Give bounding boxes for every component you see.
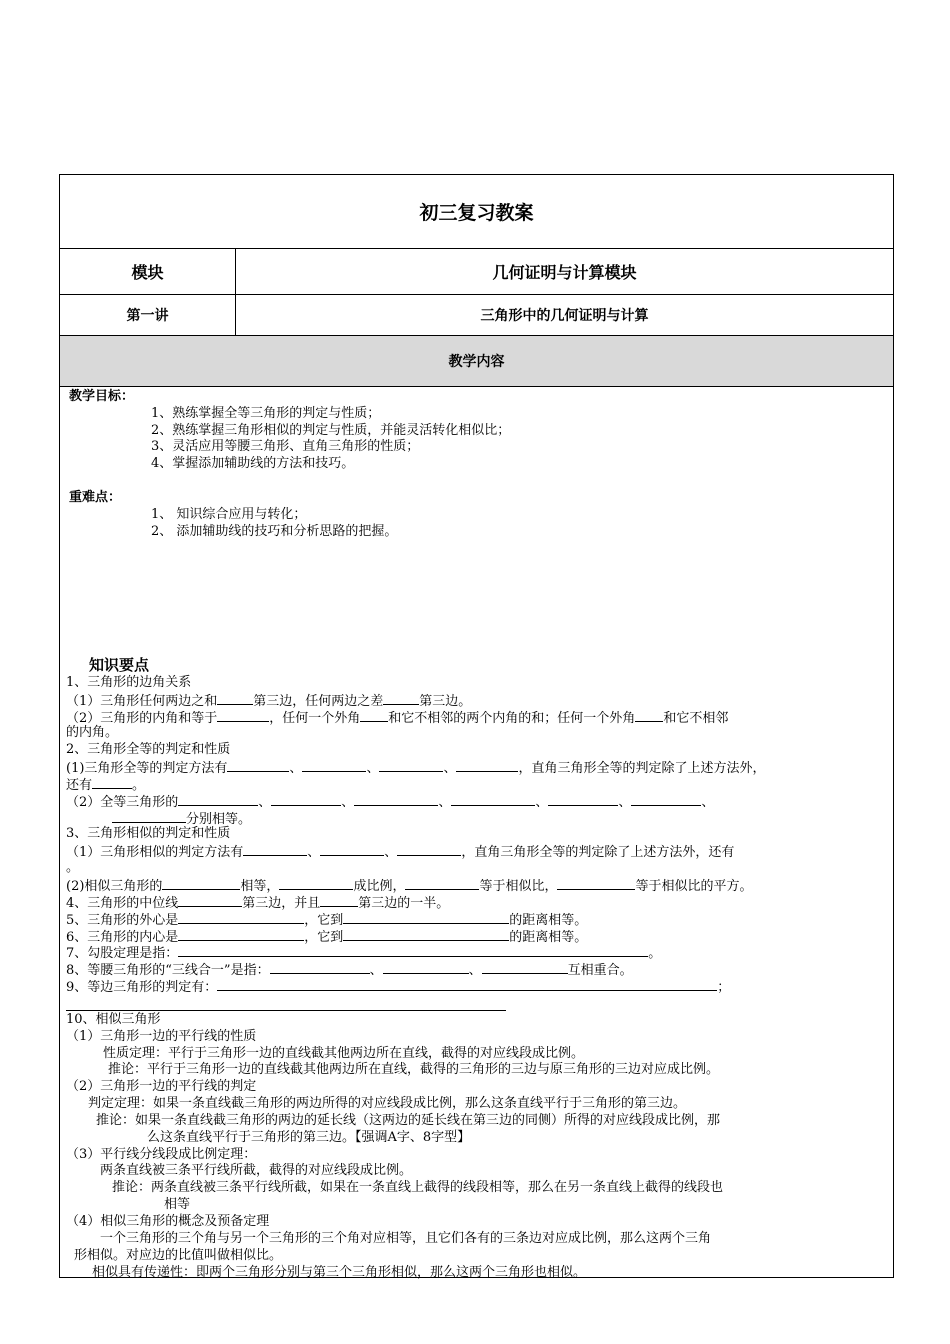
lesson-plan-table bbox=[59, 174, 894, 1278]
subsection-heading: （3）平行线分线段成比例定理： bbox=[66, 1147, 257, 1162]
section-2-heading: 2、三角形全等的判定和性质 bbox=[66, 742, 231, 757]
section-3-item-1-cont: 。 bbox=[66, 860, 80, 875]
module-row bbox=[60, 249, 893, 295]
objectives-heading: 教学目标： bbox=[69, 389, 135, 404]
fill-blank[interactable] bbox=[635, 709, 663, 722]
section-10-heading: 10、相似三角形 bbox=[66, 1012, 161, 1027]
teaching-content-body bbox=[60, 387, 893, 1280]
fill-blank[interactable] bbox=[631, 793, 701, 806]
objective-item: 4、掌握添加辅助线的方法和技巧。 bbox=[151, 456, 355, 471]
fill-blank[interactable] bbox=[320, 894, 358, 907]
fill-blank[interactable] bbox=[383, 692, 419, 705]
lecture-label: 第一讲 bbox=[60, 295, 236, 335]
fill-blank[interactable] bbox=[217, 692, 253, 705]
fill-blank[interactable] bbox=[397, 843, 461, 856]
section-8: 8、等腰三角形的“三线合一”是指： 、 、 互相重合。 bbox=[66, 963, 633, 978]
fill-blank[interactable] bbox=[178, 944, 648, 957]
section-3-item-2: (2)相似三角形的 相等， 成比例， 等于相似比， 等于相似比的平方。 bbox=[66, 879, 753, 894]
lecture-value: 三角形中的几何证明与计算 bbox=[480, 308, 649, 324]
section-2-item-1-cont: 还有 。 bbox=[66, 778, 146, 793]
fill-blank[interactable] bbox=[217, 709, 269, 722]
objective-item: 2、熟练掌握三角形相似的判定与性质，并能灵活转化相似比； bbox=[151, 423, 511, 438]
corollary-text-cont: 相等 bbox=[164, 1197, 191, 1212]
module-value: 几何证明与计算模块 bbox=[492, 263, 637, 282]
fill-blank[interactable] bbox=[343, 928, 509, 941]
fill-blank[interactable] bbox=[557, 877, 635, 890]
difficulty-item: 2、 添加辅助线的技巧和分析思路的把握。 bbox=[151, 524, 398, 539]
fill-blank[interactable] bbox=[92, 776, 132, 789]
section-6: 6、三角形的内心是 ，它到 的距离相等。 bbox=[66, 930, 588, 945]
fill-blank[interactable] bbox=[178, 793, 258, 806]
corollary-text: 推论：平行于三角形一边的直线截其他两边所在直线，截得的三角形的三边与原三角形的三边对应成比例。 bbox=[108, 1062, 720, 1077]
subsection-heading: （2）三角形一边的平行线的判定 bbox=[66, 1079, 257, 1094]
fill-blank[interactable] bbox=[383, 961, 469, 974]
fill-blank[interactable] bbox=[178, 928, 304, 941]
section-5: 5、三角形的外心是 ，它到 的距离相等。 bbox=[66, 913, 588, 928]
section-1-item-1: （1）三角形任何两边之和 第三边，任何两边之差 第三边。 bbox=[66, 694, 472, 709]
document-title: 初三复习教案 bbox=[60, 175, 893, 249]
fill-blank[interactable] bbox=[243, 843, 307, 856]
fill-blank[interactable] bbox=[354, 793, 438, 806]
fill-blank[interactable] bbox=[405, 877, 479, 890]
fill-blank[interactable] bbox=[162, 877, 240, 890]
fill-blank[interactable] bbox=[279, 877, 353, 890]
theorem-text: 判定定理：如果一条直线截三角形的两边所得的对应线段成比例，那么这条直线平行于三角形的第三边。 bbox=[88, 1096, 687, 1111]
section-1-item-2-cont: 的内角。 bbox=[66, 725, 119, 740]
section-1-heading: 1、三角形的边角关系 bbox=[66, 675, 192, 690]
fill-blank[interactable] bbox=[360, 709, 388, 722]
theorem-text: 两条直线被三条平行线所截，截得的对应线段成比例。 bbox=[100, 1163, 413, 1178]
difficulties-heading: 重难点： bbox=[69, 490, 122, 505]
fill-blank[interactable] bbox=[227, 759, 289, 772]
difficulty-item: 1、 知识综合应用与转化； bbox=[151, 507, 307, 522]
fill-blank[interactable] bbox=[343, 911, 509, 924]
module-label: 模块 bbox=[60, 249, 236, 294]
fill-blank[interactable] bbox=[178, 911, 304, 924]
section-2-item-1: (1)三角形全等的判定方法有 、 、 、 ，直角三角形全等的判定除了上述方法外， bbox=[66, 761, 766, 776]
subsection-heading: （1）三角形一边的平行线的性质 bbox=[66, 1029, 257, 1044]
section-2-item-2: （2）全等三角形的 、 、 、 、 、 、 bbox=[66, 795, 715, 810]
objective-item: 3、灵活应用等腰三角形、直角三角形的性质； bbox=[151, 439, 420, 454]
fill-blank[interactable] bbox=[217, 978, 717, 991]
section-2-item-2-cont: 分别相等。 bbox=[112, 810, 251, 829]
fill-blank[interactable] bbox=[271, 793, 341, 806]
teaching-content-header: 教学内容 bbox=[60, 336, 893, 387]
corollary-text: 推论：如果一条直线截三角形的两边的延长线（这两边的延长线在第三边的同侧）所得的对应线段成比例，那 bbox=[96, 1113, 721, 1128]
theorem-text: 性质定理：平行于三角形一边的直线截其他两边所在直线，截得的对应线段成比例。 bbox=[103, 1046, 585, 1061]
fill-blank[interactable] bbox=[270, 961, 370, 974]
fill-blank[interactable] bbox=[320, 843, 384, 856]
fill-blank[interactable] bbox=[178, 894, 242, 907]
fill-blank[interactable] bbox=[456, 759, 518, 772]
subsection-heading: （4）相似三角形的概念及预备定理 bbox=[66, 1214, 270, 1229]
objective-item: 1、熟练掌握全等三角形的判定与性质； bbox=[151, 406, 381, 421]
transitivity-text: 相似具有传递性：即两个三角形分别与第三个三角形相似，那么这两个三角形也相似。 bbox=[92, 1265, 587, 1280]
fill-blank[interactable] bbox=[302, 759, 366, 772]
fill-blank[interactable] bbox=[379, 759, 443, 772]
section-3-heading: 3、三角形相似的判定和性质 bbox=[66, 826, 231, 841]
fill-blank[interactable] bbox=[451, 793, 535, 806]
corollary-text: 推论：两条直线被三条平行线所截，如果在一条直线上截得的线段相等，那么在另一条直线上截得的线段也 bbox=[112, 1180, 724, 1195]
fill-blank[interactable] bbox=[482, 961, 568, 974]
continuation-line bbox=[66, 1010, 506, 1011]
lecture-row bbox=[60, 295, 893, 336]
section-9: 9、等边三角形的判定有： ； bbox=[66, 980, 731, 995]
section-1-item-2: （2）三角形的内角和等于 ，任何一个外角 和它不相邻的两个内角的和；任何一个外角 和它不相邻 bbox=[66, 711, 729, 726]
knowledge-heading: 知识要点 bbox=[89, 656, 150, 674]
fill-blank[interactable] bbox=[112, 810, 186, 823]
fill-blank[interactable] bbox=[548, 793, 618, 806]
section-3-item-1: （1）三角形相似的判定方法有 、 、 ，直角三角形全等的判定除了上述方法外，还有 bbox=[66, 845, 735, 860]
section-4: 4、三角形的中位线 第三边，并且 第三边的一半。 bbox=[66, 896, 450, 911]
section-7: 7、勾股定理是指： 。 bbox=[66, 946, 662, 961]
definition-text: 一个三角形的三个角与另一个三角形的三个角对应相等，且它们各有的三条边对应成比例，那么这两个三角 bbox=[100, 1231, 712, 1246]
definition-text-cont: 形相似。对应边的比值叫做相似比。 bbox=[74, 1248, 283, 1263]
corollary-text-cont: 么这条直线平行于三角形的第三边。【强调A字、8字型】 bbox=[147, 1130, 471, 1145]
